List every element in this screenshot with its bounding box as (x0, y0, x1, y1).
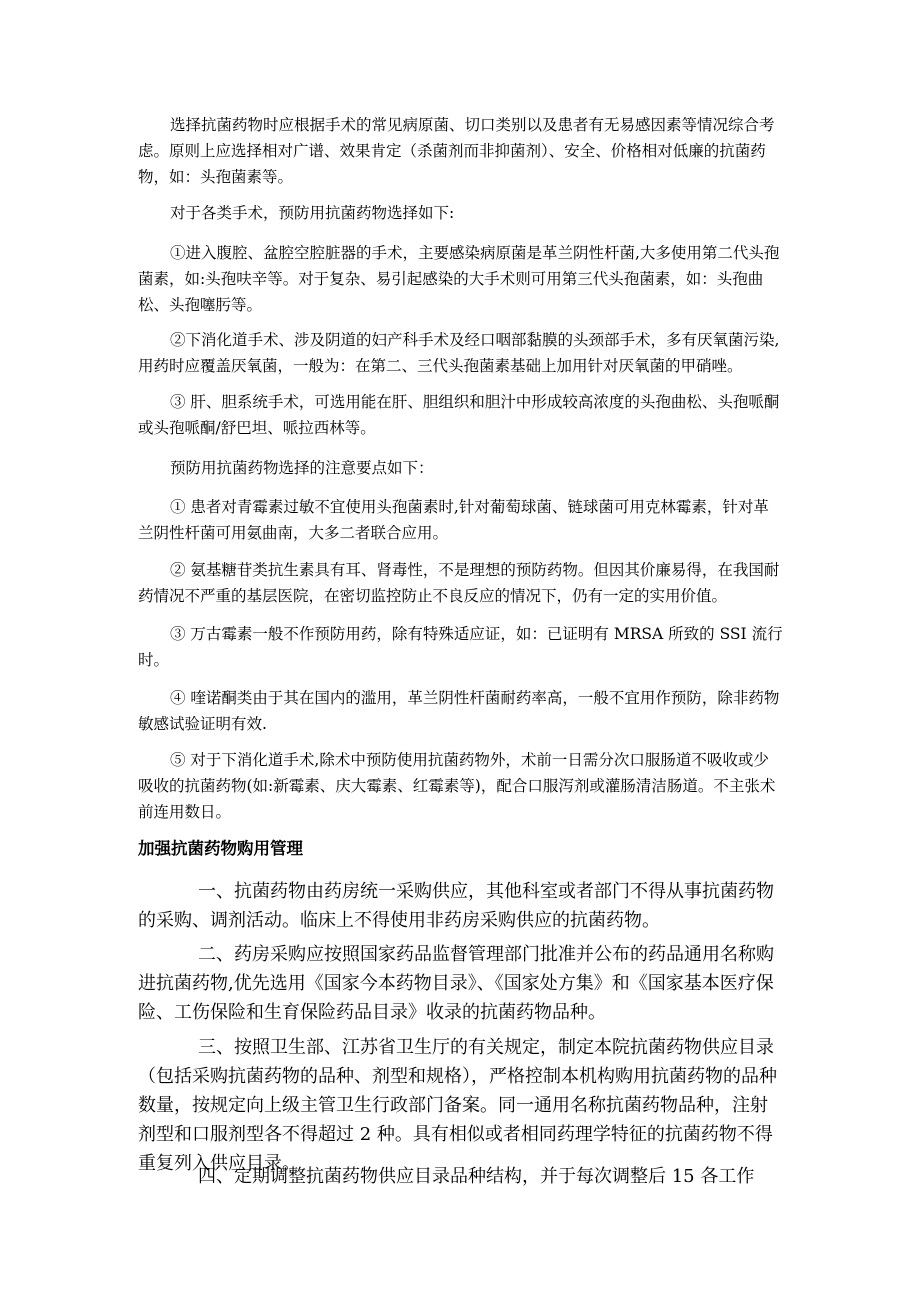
paragraph-intro: 选择抗菌药物时应根据手术的常见病原菌、切口类别以及患者有无易感因素等情况综合考虑。原则上应选择相对广谱、效果肯定（杀菌剂而非抑菌剂）、安全、价格相对低廉的抗菌药物，如：头孢菌素等。 (138, 116, 775, 186)
paragraph-rule-4: 四、定期调整抗菌药物供应目录品种结构，并于每次调整后 15 各工作 (198, 1166, 755, 1187)
paragraph-notes-lead: 预防用抗菌药物选择的注意要点如下： (170, 459, 434, 477)
paragraph-note-3: ③ 万古霉素一般不作预防用药，除有特殊适应证，如：已证明有 MRSA 所致的 SSI 流行时。 (138, 625, 783, 669)
paragraph-rule-2: 二、药房采购应按照国家药品监督管理部门批准并公布的药品通用名称购进抗菌药物,优先选用《国家今本药物目录》、《国家处方集》和《国家基本医疗保险、工伤保险和生育保险药品目录》收录的抗菌药物品种。 (138, 944, 774, 1023)
paragraph-note-1: ① 患者对青霉素过敏不宜使用头孢菌素时,针对葡萄球菌、链球菌可用克林霉素，针对革兰阴性杆菌可用氨曲南，大多二者联合应用。 (138, 498, 769, 542)
paragraph-rule-3: 三、按照卫生部、江苏省卫生厅的有关规定，制定本院抗菌药物供应目录（包括采购抗菌药物的品种、剂型和规格），严格控制本机构购用抗菌药物的品种数量，按规定向上级主管卫生行政部门备案。同一通用名称抗菌药物品种，注射剂型和口服剂型各不得超过 2 种。具有相似或者相同药理学特征的抗菌药物不得重复列入供应目录。 (138, 1037, 777, 1174)
paragraph-item-1: ①进入腹腔、盆腔空腔脏器的手术，主要感染病原菌是革兰阴性杆菌,大多使用第二代头孢菌素，如:头孢呋辛等。对于复杂、易引起感染的大手术则可用第三代头孢菌素，如：头孢曲松、头孢噻肟等。 (138, 244, 780, 314)
paragraph-item-3: ③ 肝、胆系统手术，可选用能在肝、胆组织和胆汁中形成较高浓度的头孢曲松、头孢哌酮或头孢哌酮/舒巴坦、哌拉西林等。 (138, 393, 780, 437)
paragraph-rule-1: 一、抗菌药物由药房统一采购供应，其他科室或者部门不得从事抗菌药物的采购、调剂活动。临床上不得使用非药房采购供应的抗菌药物。 (138, 881, 774, 931)
paragraph-selection-lead: 对于各类手术，预防用抗菌药物选择如下: (170, 204, 455, 222)
paragraph-item-2: ②下消化道手术、涉及阴道的妇产科手术及经口咽部黏膜的头颈部手术，多有厌氧菌污染,用药时应覆盖厌氧菌，一般为：在第二、三代头孢菌素基础上加用针对厌氧菌的甲硝唑。 (138, 331, 780, 375)
paragraph-note-5: ⑤ 对于下消化道手术,除术中预防使用抗菌药物外，术前一日需分次口服肠道不吸收或少吸收的抗菌药物(如:新霉素、庆大霉素、红霉素等)，配合口服泻剂或灌肠清洁肠道。不主张术前连用数日。 (138, 751, 776, 821)
paragraph-note-2: ② 氨基糖苷类抗生素具有耳、肾毒性，不是理想的预防药物。但因其价廉易得，在我国耐药情况不严重的基层医院，在密切监控防止不良反应的情况下，仍有一定的实用价值。 (138, 561, 780, 605)
paragraph-note-4: ④ 喹诺酮类由于其在国内的滥用，革兰阴性杆菌耐药率高，一般不宜用作预防，除非药物敏感试验证明有效. (138, 689, 780, 733)
section-heading: 加强抗菌药物购用管理 (138, 839, 303, 858)
